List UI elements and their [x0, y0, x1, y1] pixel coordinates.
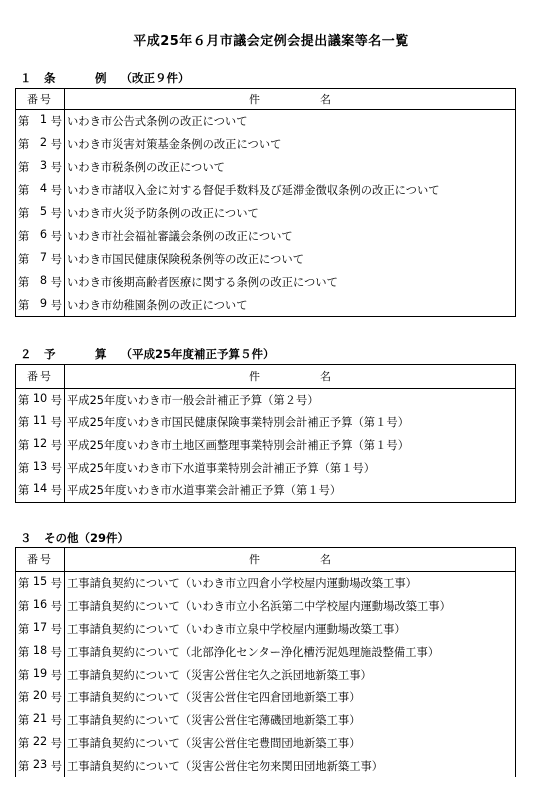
bill-number: [16, 479, 65, 502]
bill-number-value: 1: [39, 113, 47, 127]
bill-number: [16, 709, 65, 732]
table-row: [16, 388, 516, 411]
table-row: [16, 202, 516, 225]
table-row: [16, 732, 516, 755]
section-label: その他: [44, 531, 79, 545]
section-note: （29件）: [78, 531, 130, 545]
agenda-table: [15, 364, 516, 503]
bill-number-value: 19: [32, 666, 48, 680]
table-row: [16, 179, 516, 202]
bill-number-suffix: 号: [50, 252, 62, 266]
bill-title: 工事請負契約について（北部浄化センター浄化槽汚泥処理施設整備工事）: [65, 640, 516, 663]
bill-number-value: 5: [39, 205, 47, 218]
table-row: [16, 663, 516, 686]
bill-number-prefix: 第: [18, 622, 30, 636]
bill-number-suffix: 号: [50, 737, 62, 751]
bill-number-prefix: 第: [18, 760, 30, 774]
document-title: 平成25年６月市議会定例会提出議案等名一覧: [133, 34, 409, 49]
bill-number-suffix: 号: [50, 229, 62, 243]
bill-number: [16, 270, 65, 293]
bill-number-suffix: 号: [50, 645, 62, 659]
section-number: １: [20, 71, 32, 85]
bill-number-prefix: 第: [18, 600, 30, 614]
bill-number-prefix: 第: [18, 252, 30, 266]
bill-number: [16, 133, 65, 156]
bill-number-suffix: 号: [50, 577, 62, 591]
section-number: ２: [20, 347, 32, 361]
bill-title: いわき市後期高齢者医療に関する条例の改正について: [65, 270, 516, 293]
table-row: [16, 156, 516, 179]
table-body: [16, 571, 516, 777]
bill-number: [16, 640, 65, 663]
bill-number: [16, 411, 65, 434]
agenda-table: [15, 88, 516, 317]
bill-title: いわき市公告式条例の改正について: [65, 110, 516, 133]
bill-number-prefix: 第: [18, 577, 30, 591]
bill-number-suffix: 号: [50, 207, 62, 220]
bill-number-prefix: 第: [18, 275, 30, 289]
header-number: 番号: [16, 365, 65, 389]
bill-title: 工事請負契約について（災害公営住宅勿来関田団地新築工事）: [65, 755, 516, 778]
bill-title: いわき市税条例の改正について: [65, 156, 516, 179]
bill-number-suffix: 号: [50, 760, 62, 774]
bill-number: [16, 388, 65, 411]
bill-number: [16, 179, 65, 202]
bill-number-value: 18: [32, 643, 48, 657]
bill-number-value: 3: [39, 159, 47, 173]
section-label: 条 例: [44, 71, 121, 85]
bill-number-prefix: 第: [18, 484, 30, 498]
bill-title: いわき市幼稚園条例の改正について: [65, 293, 516, 316]
section-number: ３: [20, 531, 32, 545]
bill-title: 工事請負契約について（災害公営住宅豊間団地新築工事）: [65, 732, 516, 755]
bill-number-suffix: 号: [50, 600, 62, 614]
bill-number-suffix: 号: [50, 161, 62, 175]
bill-number-prefix: 第: [18, 461, 30, 475]
agenda-table: [15, 547, 516, 777]
bill-number-suffix: 号: [50, 184, 62, 198]
bill-number-suffix: 号: [50, 691, 62, 705]
bill-number-value: 9: [39, 296, 47, 310]
bill-number-prefix: 第: [18, 115, 30, 129]
table-row: [16, 640, 516, 663]
bill-number: [16, 755, 65, 778]
header-name: 件 名: [65, 365, 516, 389]
bill-number-value: 15: [32, 575, 48, 589]
bill-number-value: 6: [39, 227, 47, 241]
bill-number: [16, 224, 65, 247]
table-body: [16, 110, 516, 317]
bill-number-suffix: 号: [50, 668, 62, 682]
bill-number-value: 16: [32, 598, 48, 612]
bill-number: [16, 456, 65, 479]
bill-number-suffix: 号: [50, 484, 62, 498]
bill-number-prefix: 第: [18, 668, 30, 682]
table-row: [16, 224, 516, 247]
bill-title: 工事請負契約について（災害公営住宅久之浜団地新築工事）: [65, 663, 516, 686]
table-header-row: [16, 548, 516, 572]
table-row: [16, 709, 516, 732]
bill-number-value: 14: [32, 482, 48, 496]
bill-title: いわき市火災予防条例の改正について: [65, 202, 516, 225]
bill-number-prefix: 第: [18, 298, 30, 312]
bill-number-value: 22: [32, 735, 48, 749]
table-row: [16, 133, 516, 156]
bill-number-prefix: 第: [18, 184, 30, 198]
table-row: [16, 595, 516, 618]
bill-title: 工事請負契約について（いわき市立小名浜第二中学校屋内運動場改築工事）: [65, 595, 516, 618]
bill-number-value: 20: [32, 689, 48, 703]
table-row: [16, 479, 516, 502]
bill-number: [16, 686, 65, 709]
header-number: 番号: [16, 548, 65, 572]
bill-number: [16, 156, 65, 179]
section-label: 予 算: [44, 347, 121, 361]
bill-number: [16, 732, 65, 755]
bill-number-suffix: 号: [50, 461, 62, 475]
table-header-row: [16, 365, 516, 389]
table-row: [16, 434, 516, 457]
bill-number-suffix: 号: [50, 138, 62, 152]
table-row: [16, 456, 516, 479]
bill-number-value: 4: [39, 182, 47, 196]
bill-number: [16, 110, 65, 133]
header-name: 件 名: [65, 89, 516, 110]
bill-title: 平成25年度いわき市土地区画整理事業特別会計補正予算（第１号）: [65, 434, 516, 457]
bill-number-prefix: 第: [18, 161, 30, 175]
bill-number-suffix: 号: [50, 622, 62, 636]
table-row: [16, 411, 516, 434]
section-heading: [20, 346, 275, 362]
header-name: 件 名: [65, 548, 516, 572]
bill-number-suffix: 号: [50, 298, 62, 312]
bill-number-suffix: 号: [50, 275, 62, 289]
bill-number-value: 23: [32, 758, 48, 772]
bill-number-value: 7: [39, 250, 47, 264]
bill-title: 平成25年度いわき市一般会計補正予算（第２号）: [65, 388, 516, 411]
bill-number-suffix: 号: [50, 439, 62, 453]
bill-title: いわき市社会福祉審議会条例の改正について: [65, 224, 516, 247]
table-row: [16, 270, 516, 293]
bill-title: 平成25年度いわき市下水道事業特別会計補正予算（第１号）: [65, 456, 516, 479]
bill-number-value: 13: [32, 459, 48, 473]
table-row: [16, 293, 516, 316]
bill-number-prefix: 第: [18, 439, 30, 453]
bill-number-prefix: 第: [18, 207, 30, 220]
bill-number: [16, 247, 65, 270]
bill-number-value: 17: [32, 620, 48, 634]
bill-number-suffix: 号: [50, 115, 62, 129]
table-header-row: [16, 89, 516, 110]
bill-title: 工事請負契約について（いわき市立四倉小学校屋内運動場改築工事）: [65, 571, 516, 594]
table-body: [16, 388, 516, 502]
table-row: [16, 247, 516, 270]
bill-title: 工事請負契約について（災害公営住宅薄磯団地新築工事）: [65, 709, 516, 732]
table-row: [16, 618, 516, 641]
table-row: [16, 110, 516, 133]
bill-title: いわき市諸収入金に対する督促手数料及び延滞金徴収条例の改正について: [65, 179, 516, 202]
bill-number-prefix: 第: [18, 714, 30, 728]
section-note: （平成25年度補正予算５件）: [120, 347, 275, 361]
bill-number-value: 12: [32, 437, 48, 451]
bill-number: [16, 293, 65, 316]
bill-number: [16, 571, 65, 594]
bill-title: いわき市災害対策基金条例の改正について: [65, 133, 516, 156]
bill-number-suffix: 号: [50, 416, 62, 430]
bill-number-value: 11: [32, 414, 48, 428]
bill-number-prefix: 第: [18, 691, 30, 705]
bill-number-value: 21: [32, 712, 48, 726]
bill-title: 工事請負契約について（災害公営住宅四倉団地新築工事）: [65, 686, 516, 709]
table-row: [16, 571, 516, 594]
bill-number-prefix: 第: [18, 737, 30, 751]
bill-number-prefix: 第: [18, 645, 30, 659]
bill-number-prefix: 第: [18, 416, 30, 430]
section-heading: [20, 70, 190, 86]
bill-number-prefix: 第: [18, 229, 30, 243]
section-note: （改正９件）: [120, 71, 190, 85]
table-row: [16, 755, 516, 778]
bill-title: いわき市国民健康保険税条例等の改正について: [65, 247, 516, 270]
bill-number: [16, 202, 65, 225]
bill-number-suffix: 号: [50, 714, 62, 728]
bill-title: 平成25年度いわき市水道事業会計補正予算（第１号）: [65, 479, 516, 502]
header-number: 番号: [16, 89, 65, 110]
bill-number-value: 10: [32, 391, 48, 405]
bill-number-suffix: 号: [50, 393, 62, 407]
bill-number: [16, 618, 65, 641]
bill-number: [16, 434, 65, 457]
bill-title: 工事請負契約について（いわき市立泉中学校屋内運動場改築工事）: [65, 618, 516, 641]
bill-title: 平成25年度いわき市国民健康保険事業特別会計補正予算（第１号）: [65, 411, 516, 434]
bill-number: [16, 663, 65, 686]
bill-number-prefix: 第: [18, 393, 30, 407]
bill-number-prefix: 第: [18, 138, 30, 152]
bill-number-value: 8: [39, 273, 47, 287]
bill-number: [16, 595, 65, 618]
bill-number-value: 2: [39, 136, 47, 150]
section-heading: [20, 530, 129, 546]
table-row: [16, 686, 516, 709]
